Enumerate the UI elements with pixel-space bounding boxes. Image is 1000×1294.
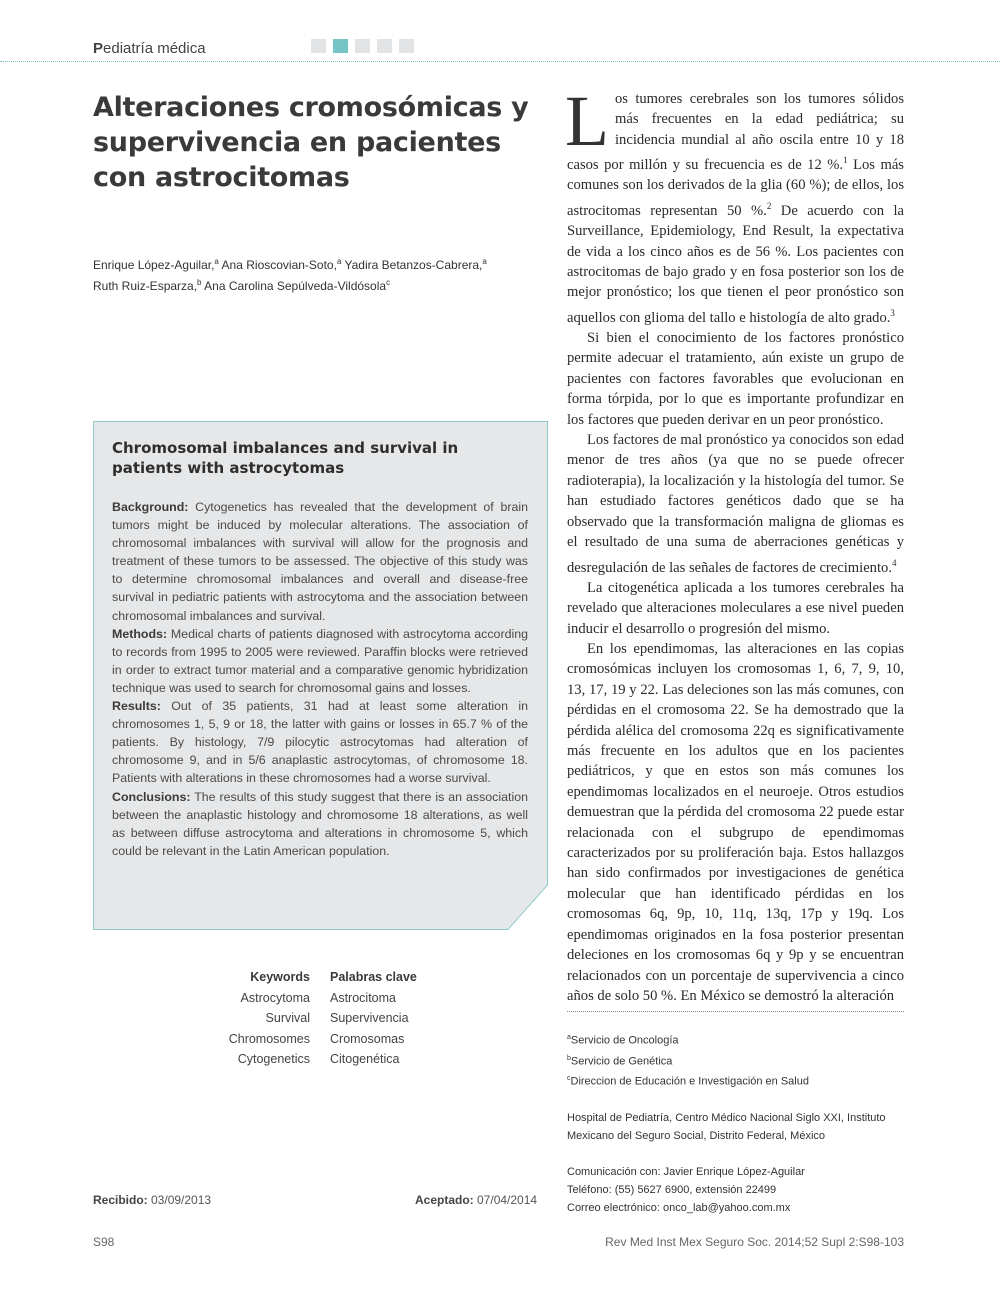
body-text: Los factores de mal pronóstico ya conocidos son edad menor de tres años (ya que no se puede ofrecer radioterapia), la localización y la histología del tumor. Se han estudiado factores genéticos dado que se ha observado que la transformación maligna de gliomas es el resultado de una suma de aberraciones genéticas y desregulación de las señales de factores de crecimiento. [567,432,904,576]
received-label: Recibido: [93,1193,148,1207]
affiliation-text: Servicio de Oncología [570,1034,679,1047]
affiliation-mark: a [482,257,487,266]
keywords-english [190,968,310,1071]
citation-ref: 1 [843,155,848,166]
body-paragraph: Si bien el conocimiento de los factores pronóstico permite adecuar el tratamiento, aún existe un grupo de pacientes con factores favorables que evolucionan en forma tórpida, por lo que es importante profundizar en los factores que pueden derivar en un peor pronóstico. [567,330,904,428]
footnote-divider [567,1011,904,1012]
article-title: Alteraciones cromosómicas y supervivencia en pacientes con astrocitomas [93,92,529,193]
institution-line: Mexicano del Seguro Social, Distrito Federal, México [567,1129,826,1142]
keyword: Chromosomes [228,1031,310,1046]
abstract-results [112,697,528,787]
abstract-methods [112,625,528,697]
affiliation-mark: a [567,1034,571,1041]
section-header-initial: P [93,40,104,57]
abstract-body [112,498,528,860]
affiliation-text: Servicio de Genética [570,1055,673,1068]
keywords-spanish [330,968,490,1071]
affiliation-text: Direccion de Educación e Investigación en Salud [570,1075,809,1088]
affiliation-mark: b [567,1054,571,1062]
keyword: Survival [265,1011,310,1025]
abstract-text: The results of this study suggest that there is an association between the anaplastic histology and chromosome 18 alterations, as well as between diffuse astrocytoma and alterations in chromosome 5, which could be relevant in the Latin American population. [112,789,528,858]
header-square-active [333,39,348,53]
palabra-clave: Cromosomas [330,1031,405,1046]
author-list [93,253,543,295]
header-square [377,39,392,53]
author: Ana Rioscovian-Soto, [218,258,337,272]
abstract-label: Results: [112,699,161,714]
author: Ruth Ruiz-Esparza, [93,279,198,293]
institution-line: Hospital de Pediatría, Centro Médico Nacional Siglo XXI, Instituto [567,1111,886,1124]
palabra-clave: Astrocitoma [330,990,396,1005]
palabras-clave-heading: Palabras clave [330,970,417,984]
affiliation-mark: c [567,1075,571,1083]
accepted-value: 07/04/2014 [473,1193,538,1207]
received-value: 03/09/2013 [147,1193,212,1207]
citation-ref: 2 [766,200,772,211]
abstract-text: Cytogenetics has revealed that the development of brain tumors might be induced by molecular alterations. The association of chromosomal imbalances with survival will allow for the prognosis and treatment of these tumors to be assessed. The objective of this study was to determine chromosomal imbalances and overall and disease-free survival in pediatric patients with astrocytoma and the association between chromosomal imbalances and survival. [112,500,528,623]
affiliations [567,1029,907,1217]
affiliation-c [567,1070,907,1091]
correspondence: Comunicación con: Javier Enrique López-Aguilar [567,1165,805,1178]
author: Enrique López-Aguilar, [93,258,215,272]
body-paragraph: En los ependimomas, las alteraciones en las copias cromosómicas incluyen los cromosomas 1, 6, 7, 9, 10, 13, 17, 19 y 22. Las deleciones son las más comunes, con pérdidas en el cromosoma 22. Se ha demostrado que la pérdida alélica del cromosoma 22q es significativamente más frecuente en los adultos que en los pacientes pediátricos, y que en estos son más comunes los ependimomas localizados en el neuroeje. Otros estudios demuestran que la pérdida del cromosoma 22 puede estar relacionada con el subgrupo de ependimomas caracterizados por su proliferación baja. Estos hallazgos han sido confirmados por investigaciones de genética molecular que han identificado pérdidas en los cromosomas 6q, 9p, 10, 11q, 13q, 17p y 19q. Los ependimomas originados en la fosa posterior presentan deleciones en los cromosomas 6q y 9p y se encuentran relacionados con un porcentaje de supervivencia a cinco años de solo 50 %. En México se demostró la alteración [567,641,904,1004]
citation-ref: 3 [890,307,895,318]
accepted-label: Aceptado: [415,1193,474,1207]
author: Ana Carolina Sepúlveda-Vildósola [201,279,387,293]
body-paragraph [567,430,904,578]
email: Correo electrónico: onco_lab@yahoo.com.mx [567,1201,791,1214]
affiliation-b [567,1050,907,1071]
section-header-rest: ediatría médica [103,40,206,57]
keywords-heading: Keywords [250,970,310,984]
abstract-background [112,498,528,625]
affiliation-mark: c [386,278,391,287]
keyword: Cytogenetics [237,1052,310,1066]
palabra-clave: Citogenética [330,1052,400,1066]
drop-cap: L [565,81,609,161]
affiliation-mark: b [197,278,202,287]
section-header [93,40,206,57]
header-square [311,39,326,53]
body-paragraph [565,81,905,328]
received-date [93,1193,211,1207]
journal-citation: Rev Med Inst Mex Seguro Soc. 2014;52 Supl 2:S98-103 [605,1235,904,1249]
header-divider [0,61,1000,62]
keyword: Astrocytoma [240,990,310,1005]
abstract-label: Background: [112,500,189,514]
page-number: S98 [93,1235,115,1249]
abstract-label: Conclusions: [112,789,191,804]
accepted-date [415,1193,537,1207]
abstract-text: Out of 35 patients, 31 had at least some alteration in chromosomes 1, 5, 9 or 18, the latter with gains or losses in 65.7 % of the patients. By histology, 7/9 pilocytic astrocytomas had alteration of chromosome 9, and in 5/6 anaplastic astrocytomas, of chromosome 18. Patients with alterations in these chromosomes had a worse survival. [112,699,528,786]
body-text: os tumores cerebrales son los tumores sólidos más frecuentes en la edad pediátrica; su incidencia mundial al año oscila entre 10 y 18 casos por millón y su frecuencia es de 12 %. [567,91,904,174]
body-paragraph: La citogenética aplicada a los tumores cerebrales ha revelado que alteraciones moleculares a ese nivel pueden inducir el desarrollo o progresión del mismo. [567,579,904,637]
article-body [565,81,905,1006]
abstract-conclusions [112,788,528,860]
body-text: Los más comunes son los derivados de la glia (60 %); de ellos, los astrocitomas representan 50 %. [567,157,904,219]
affiliation-mark: a [336,257,342,266]
header-decoration-squares [311,39,414,53]
abstract-title: Chromosomal imbalances and survival in patients with astrocytomas [112,439,459,477]
header-square [355,39,370,53]
author: Yadira Betanzos-Cabrera, [341,258,483,272]
abstract-label: Methods: [112,626,168,641]
citation-ref: 4 [891,557,897,568]
header-square [399,39,414,53]
abstract-text: Medical charts of patients diagnosed with astrocytoma according to records from 1995 to 2005 were reviewed. Paraffin blocks were retrieved in order to extract tumor material and a comparative genomic hybridization technique was used to search for chromosomal gains and losses. [112,626,528,695]
affiliation-mark: a [214,257,219,266]
phone: Teléfono: (55) 5627 6900, extensión 22499 [567,1183,777,1196]
affiliation-a [567,1029,907,1050]
body-text: De acuerdo con la Surveillance, Epidemiology, End Result, la expectativa de vida a los cinco años es de 56 %. Los pacientes con astrocitomas de bajo grado y en fosa posterior son los de mejor pronóstico; los que tienen el peor pronóstico son aquellos con glioma del tallo e histología de alto grado. [567,202,905,326]
palabra-clave: Supervivencia [330,1011,409,1025]
